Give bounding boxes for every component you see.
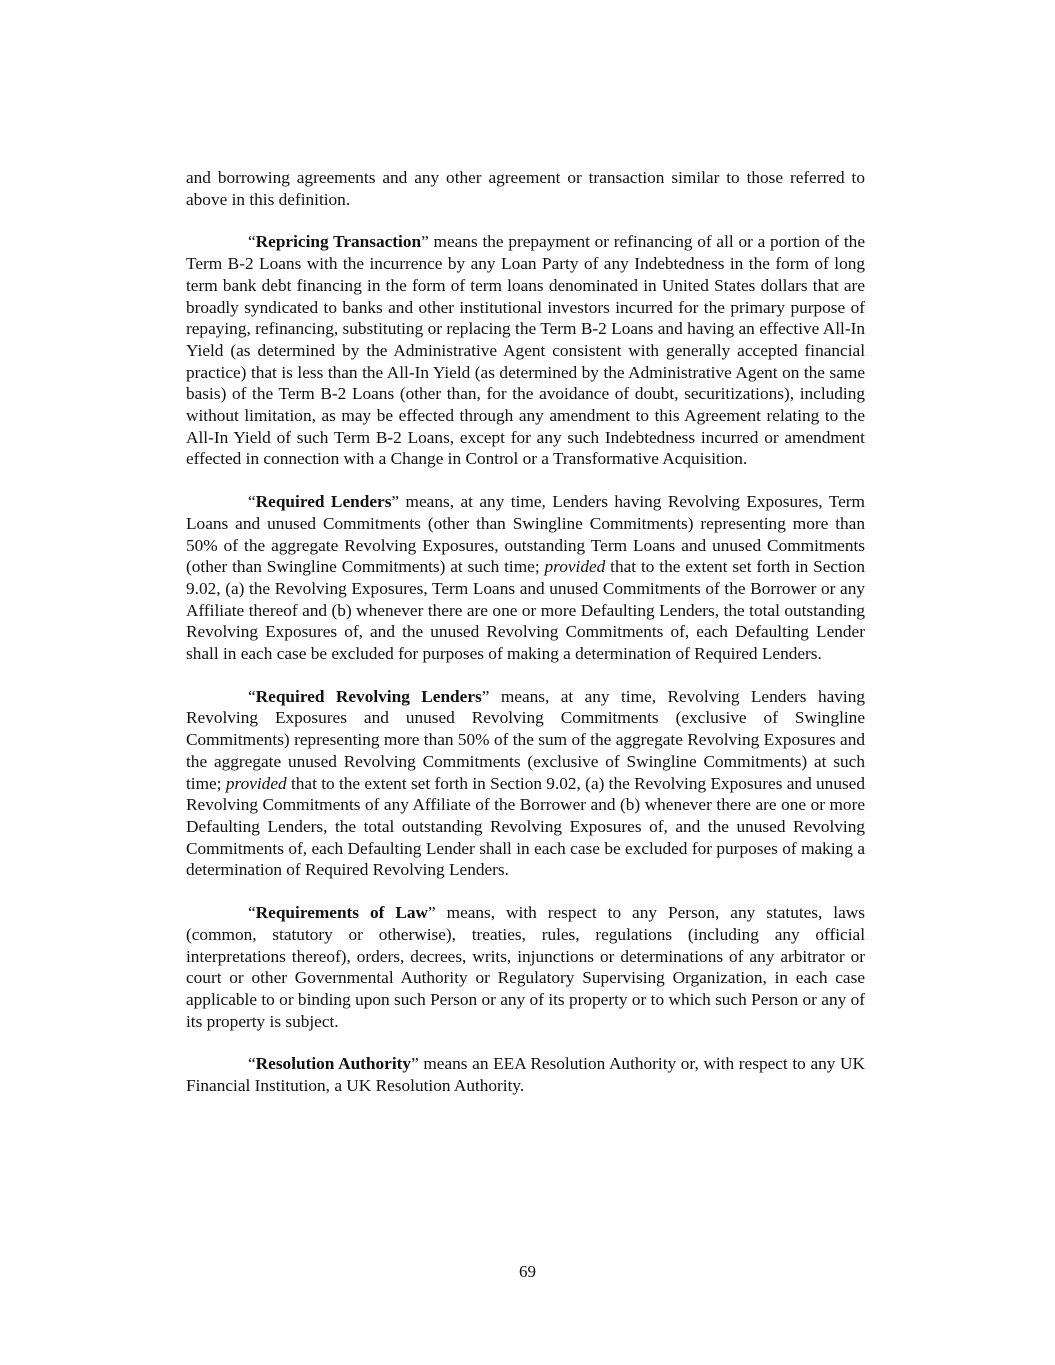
- definition-text: means an EEA Resolution Authority or, with respect to any UK Financial Institution, a UK Resolution Authority.: [186, 1054, 865, 1096]
- definition-text: means, at any time, Lenders having Revolving Exposures, Term Loans and unused Commitments (other than Swingline Commitments) representing more than 50% of the aggregate Revolving Exposures, outstanding Term Loans and unused Commitments (other than Swingline Commitments) at such time;: [186, 492, 865, 577]
- definition-requirements-of-law: “Requirements of Law” means, with respect to any Person, any statutes, laws (common, statutory or otherwise), treaties, rules, regulations (including any official interpretations thereof), orders, decrees, writs, injunctions or determinations of any arbitrator or court or other Governmental Authority or Regulatory Supervising Organization, in each case applicable to or binding upon such Person or any of its property or to which such Person or any of its property is subject.: [186, 903, 865, 1031]
- definition-text: that to the extent set forth in Section 9.02, (a) the Revolving Exposures and unused Revolving Commitments of any Affiliate of the Borrower and (b) whenever there are one or more Defaulting Lenders, the total outstanding Revolving Exposures of, and the unused Revolving Commitments of, each Defaulting Lender shall in each case be excluded for purposes of making a determination of Required Revolving Lenders.: [186, 773, 865, 880]
- definition-text: that to the extent set forth in Section 9.02, (a) the Revolving Exposures, Term Loans and unused Commitments of the Borrower or any Affiliate thereof and (b) whenever there are one or more Defaulting Lenders, the total outstanding Revolving Exposures of, and the unused Revolving Commitments of, each Defaulting Lender shall in each case be excluded for purposes of making a determination of Required Lenders.: [186, 557, 865, 664]
- document-page: [186, 167, 865, 1118]
- definition-text: means, with respect to any Person, any statutes, laws (common, statutory or otherwise), treaties, rules, regulations (including any official interpretations thereof), orders, decrees, writs, injunctions or determinations of any arbitrator or court or other Governmental Authority or Regulatory Supervising Organization, in each case applicable to or binding upon such Person or any of its property or to which such Person or any of its property is subject.: [186, 903, 865, 1031]
- defined-term: Required Revolving Lenders: [255, 686, 482, 706]
- definition-text: means, at any time, Revolving Lenders having Revolving Exposures and unused Revolving Commitments (exclusive of Swingline Commitments) representing more than 50% of the sum of the aggregate Revolving Exposures and the aggregate unused Revolving Commitments (exclusive of Swingline Commitments) at such time;: [186, 686, 865, 793]
- continuation-paragraph: [186, 167, 865, 210]
- definition-resolution-authority: “Resolution Authority” means an EEA Resolution Authority or, with respect to any UK Financial Institution, a UK Resolution Authority.: [186, 1054, 865, 1096]
- definition-required-lenders: “Required Lenders” means, at any time, Lenders having Revolving Exposures, Term Loans and unused Commitments (other than Swingline Commitments) representing more than 50% of the aggregate Revolving Exposures, outstanding Term Loans and unused Commitments (other than Swingline Commitments) at such time; provided that to the extent set forth in Section 9.02, (a) the Revolving Exposures, Term Loans and unused Commitments of the Borrower or any Affiliate thereof and (b) whenever there are one or more Defaulting Lenders, the total outstanding Revolving Exposures of, and the unused Revolving Commitments of, each Defaulting Lender shall in each case be excluded for purposes of making a determination of Required Lenders.: [186, 492, 865, 664]
- defined-term: Repricing Transaction: [255, 232, 422, 252]
- definition-text: means the prepayment or refinancing of all or a portion of the Term B-2 Loans with the incurrence by any Loan Party of any Indebtedness in the form of long term bank debt financing in the form of term loans denominated in United States dollars that are broadly syndicated to banks and other institutional investors incurred for the primary purpose of repaying, refinancing, substituting or replacing the Term B-2 Loans and having an effective All-In Yield (as determined by the Administrative Agent consistent with generally accepted financial practice) that is less than the All-In Yield (as determined by the Administrative Agent on the same basis) of the Term B-2 Loans (other than, for the avoidance of doubt, securitizations), including without limitation, as may be effected through any amendment to this Agreement relating to the All-In Yield of such Term B-2 Loans, except for any such Indebtedness incurred or amendment effected in connection with a Change in Control or a Transformative Acquisition.: [186, 232, 865, 469]
- defined-term: Requirements of Law: [255, 903, 428, 923]
- defined-term: Required Lenders: [255, 492, 392, 512]
- definition-required-revolving-lenders: “Required Revolving Lenders” means, at any time, Revolving Lenders having Revolving Exposures and unused Revolving Commitments (exclusive of Swingline Commitments) representing more than 50% of the sum of the aggregate Revolving Exposures and the aggregate unused Revolving Commitments (exclusive of Swingline Commitments) at such time; provided that to the extent set forth in Section 9.02, (a) the Revolving Exposures and unused Revolving Commitments of any Affiliate of the Borrower and (b) whenever there are one or more Defaulting Lenders, the total outstanding Revolving Exposures of, and the unused Revolving Commitments of, each Defaulting Lender shall in each case be excluded for purposes of making a determination of Required Revolving Lenders.: [186, 686, 865, 880]
- page-number: 69: [519, 1262, 536, 1281]
- italic-proviso: provided: [544, 557, 606, 577]
- definition-repricing-transaction: “Repricing Transaction” means the prepayment or refinancing of all or a portion of the Term B-2 Loans with the incurrence by any Loan Party of any Indebtedness in the form of long term bank debt financing in the form of term loans denominated in United States dollars that are broadly syndicated to banks and other institutional investors incurred for the primary purpose of repaying, refinancing, substituting or replacing the Term B-2 Loans and having an effective All-In Yield (as determined by the Administrative Agent consistent with generally accepted financial practice) that is less than the All-In Yield (as determined by the Administrative Agent on the same basis) of the Term B-2 Loans (other than, for the avoidance of doubt, securitizations), including without limitation, as may be effected through any amendment to this Agreement relating to the All-In Yield of such Term B-2 Loans, except for any such Indebtedness incurred or amendment effected in connection with a Change in Control or a Transformative Acquisition.: [186, 232, 865, 469]
- defined-term: Resolution Authority: [255, 1054, 412, 1074]
- italic-proviso: provided: [225, 773, 287, 793]
- continuation-text: and borrowing agreements and any other agreement or transaction similar to those referred to above in this definition.: [186, 168, 865, 209]
